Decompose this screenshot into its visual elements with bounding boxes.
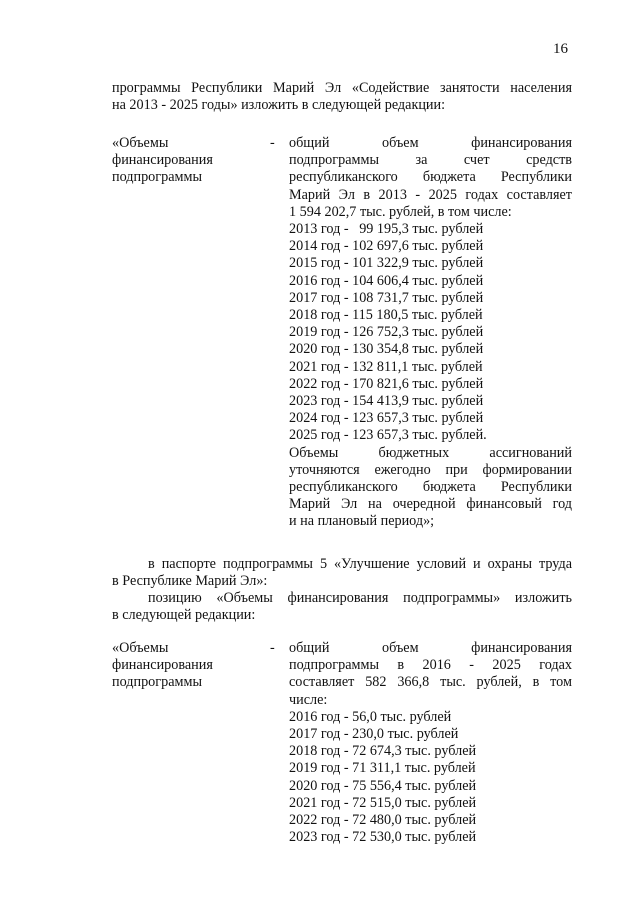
year-amount: 2013 год - 99 195,3 тыс. рублей [289,221,484,238]
passport-paragraph [112,556,572,590]
intro-paragraph [112,80,572,114]
label-line: подпрограммы [112,169,202,186]
text-line: общий объем финансирования [289,135,572,151]
page-number: 16 [553,41,568,57]
year-amount: 2024 год - 123 657,3 тыс. рублей [289,410,484,427]
dash-separator: - [270,640,275,656]
label-line: финансирования [112,657,213,674]
label-line: «Объемы [112,135,169,151]
year-amount: 2016 год - 104 606,4 тыс. рублей [289,272,484,289]
text-line: республиканского бюджета Республики [289,169,572,186]
paragraph-line: в следующей редакции: [112,607,256,624]
year-amount: 2022 год - 72 480,0 тыс. рублей [289,812,477,829]
text-line: подпрограммы в 2016 - 2025 годах [289,657,572,674]
year-amount: 2020 год - 130 354,8 тыс. рублей [289,341,484,358]
intro-line: программы Республики Марий Эл «Содействие занятости населения [112,80,572,96]
text-line: 1 594 202,7 тыс. рублей, в том числе: [289,203,512,220]
text-line: уточняются ежегодно при формировании [289,461,572,478]
year-amount: 2014 год - 102 697,6 тыс. рублей [289,238,484,255]
text-line: подпрограммы за счет средств [289,152,572,169]
year-amount: 2021 год - 132 811,1 тыс. рублей [289,358,483,375]
year-amount: 2025 год - 123 657,3 тыс. рублей. [289,427,487,444]
funding-description [289,640,572,846]
paragraph-line: в паспорте подпрограммы 5 «Улучшение условий и охраны труда [148,556,572,572]
funding-description [289,135,572,531]
funding-label [112,135,262,187]
paragraph-line: в Республике Марий Эл»: [112,573,268,590]
year-amount: 2023 год - 72 530,0 тыс. рублей [289,829,477,846]
year-amount: 2015 год - 101 322,9 тыс. рублей [289,255,484,272]
text-line: и на плановый период»; [289,513,435,530]
text-line: Марий Эл в 2013 - 2025 годах составляет [289,186,572,203]
year-amount: 2018 год - 115 180,5 тыс. рублей [289,307,483,324]
year-amount: 2017 год - 108 731,7 тыс. рублей [289,289,484,306]
intro-line: на 2013 - 2025 годы» изложить в следующей редакции: [112,97,446,114]
year-amount: 2020 год - 75 556,4 тыс. рублей [289,777,477,794]
year-amount: 2016 год - 56,0 тыс. рублей [289,708,452,725]
text-line: общий объем финансирования [289,640,572,656]
year-amount: 2022 год - 170 821,6 тыс. рублей [289,375,484,392]
year-amount: 2019 год - 126 752,3 тыс. рублей [289,324,484,341]
text-line: Объемы бюджетных ассигнований [289,444,572,461]
dash-separator: - [270,135,275,151]
label-line: «Объемы [112,640,169,656]
paragraph-line: позицию «Объемы финансирования подпрограммы» изложить [148,590,572,606]
funding-label [112,640,262,692]
position-paragraph [112,590,572,624]
label-line: финансирования [112,152,213,169]
year-amount: 2017 год - 230,0 тыс. рублей [289,726,459,743]
year-amount: 2019 год - 71 311,1 тыс. рублей [289,760,476,777]
text-line: числе: [289,691,328,708]
text-line: составляет 582 366,8 тыс. рублей, в том [289,674,572,691]
text-line: Марий Эл на очередной финансовый год [289,496,572,513]
year-amount: 2023 год - 154 413,9 тыс. рублей [289,393,484,410]
text-line: республиканского бюджета Республики [289,479,572,496]
year-amount: 2021 год - 72 515,0 тыс. рублей [289,794,477,811]
year-amount: 2018 год - 72 674,3 тыс. рублей [289,743,477,760]
label-line: подпрограммы [112,674,202,691]
